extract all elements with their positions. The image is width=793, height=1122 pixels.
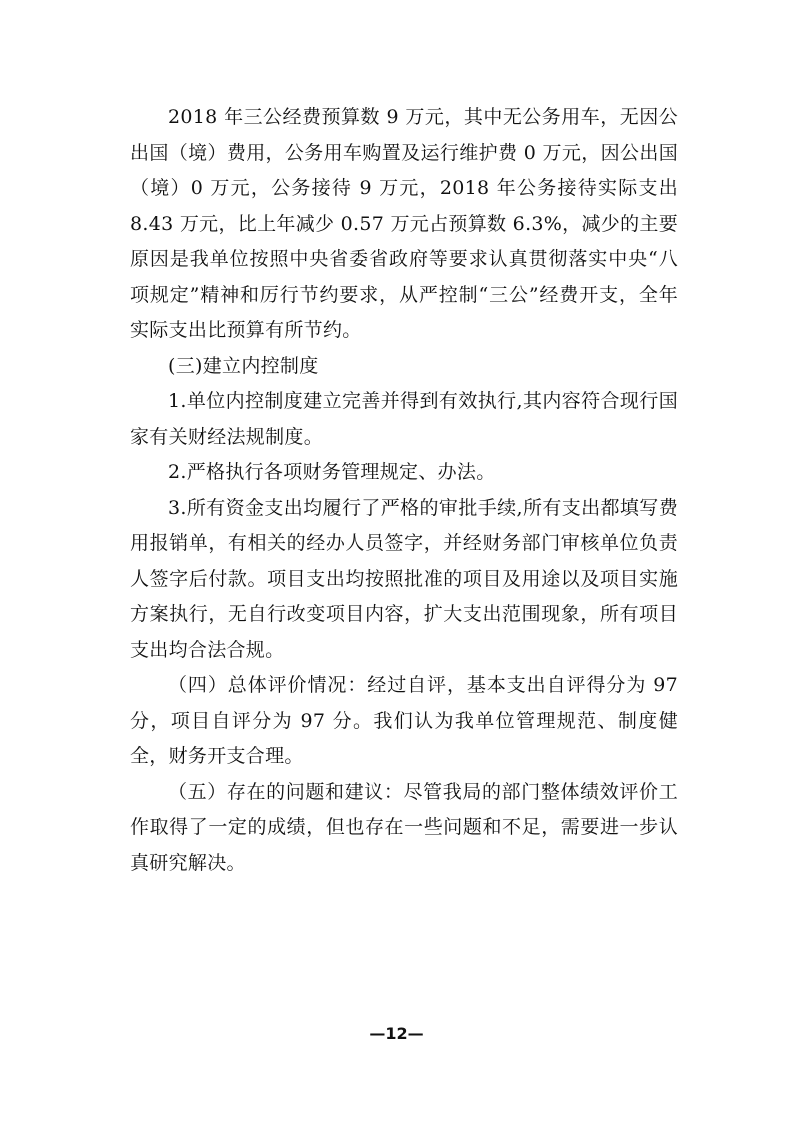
paragraph-item-3: 3.所有资金支出均履行了严格的审批手续,所有支出都填写费用报销单，有相关的经办人员签字，并经财务部门审核单位负责人签字后付款。项目支出均按照批准的项目及用途以及项目实施方案执行，无自行改变项目内容，扩大支出范围现象，所有项目支出均合法合规。 — [130, 496, 678, 661]
section-heading-internal-control: (三)建立内控制度 — [168, 354, 319, 377]
page-number: —12— — [369, 1024, 424, 1043]
document-body — [130, 100, 678, 881]
paragraph-three-public-expenses: 2018 年三公经费预算数 9 万元，其中无公务用车，无因公出国（境）费用，公务用车购置及运行维护费 0 万元，因公出国（境）0 万元，公务接待 9 万元，2018 年公务接待实际支出 8.43 万元，比上年减少 0.57 万元占预算数 6.3%，减少的主要原因是我单位按照中央省委省政府等要求认真贯彻落实中央“八项规定”精神和厉行节约要求，从严控制“三公”经费开支，全年实际支出比预算有所节约。 — [130, 106, 678, 341]
paragraph-problems-suggestions: （五）存在的问题和建议：尽管我局的部门整体绩效评价工作取得了一定的成绩，但也存在一些问题和不足，需要进一步认真研究解决。 — [130, 780, 678, 874]
paragraph-item-1: 1.单位内控制度建立完善并得到有效执行,其内容符合现行国家有关财经法规制度。 — [130, 390, 678, 448]
paragraph-overall-evaluation: （四）总体评价情况：经过自评，基本支出自评得分为 97 分，项目自评分为 97 分。我们认为我单位管理规范、制度健全，财务开支合理。 — [130, 674, 678, 767]
paragraph-item-2: 2.严格执行各项财务管理规定、办法。 — [168, 461, 496, 483]
